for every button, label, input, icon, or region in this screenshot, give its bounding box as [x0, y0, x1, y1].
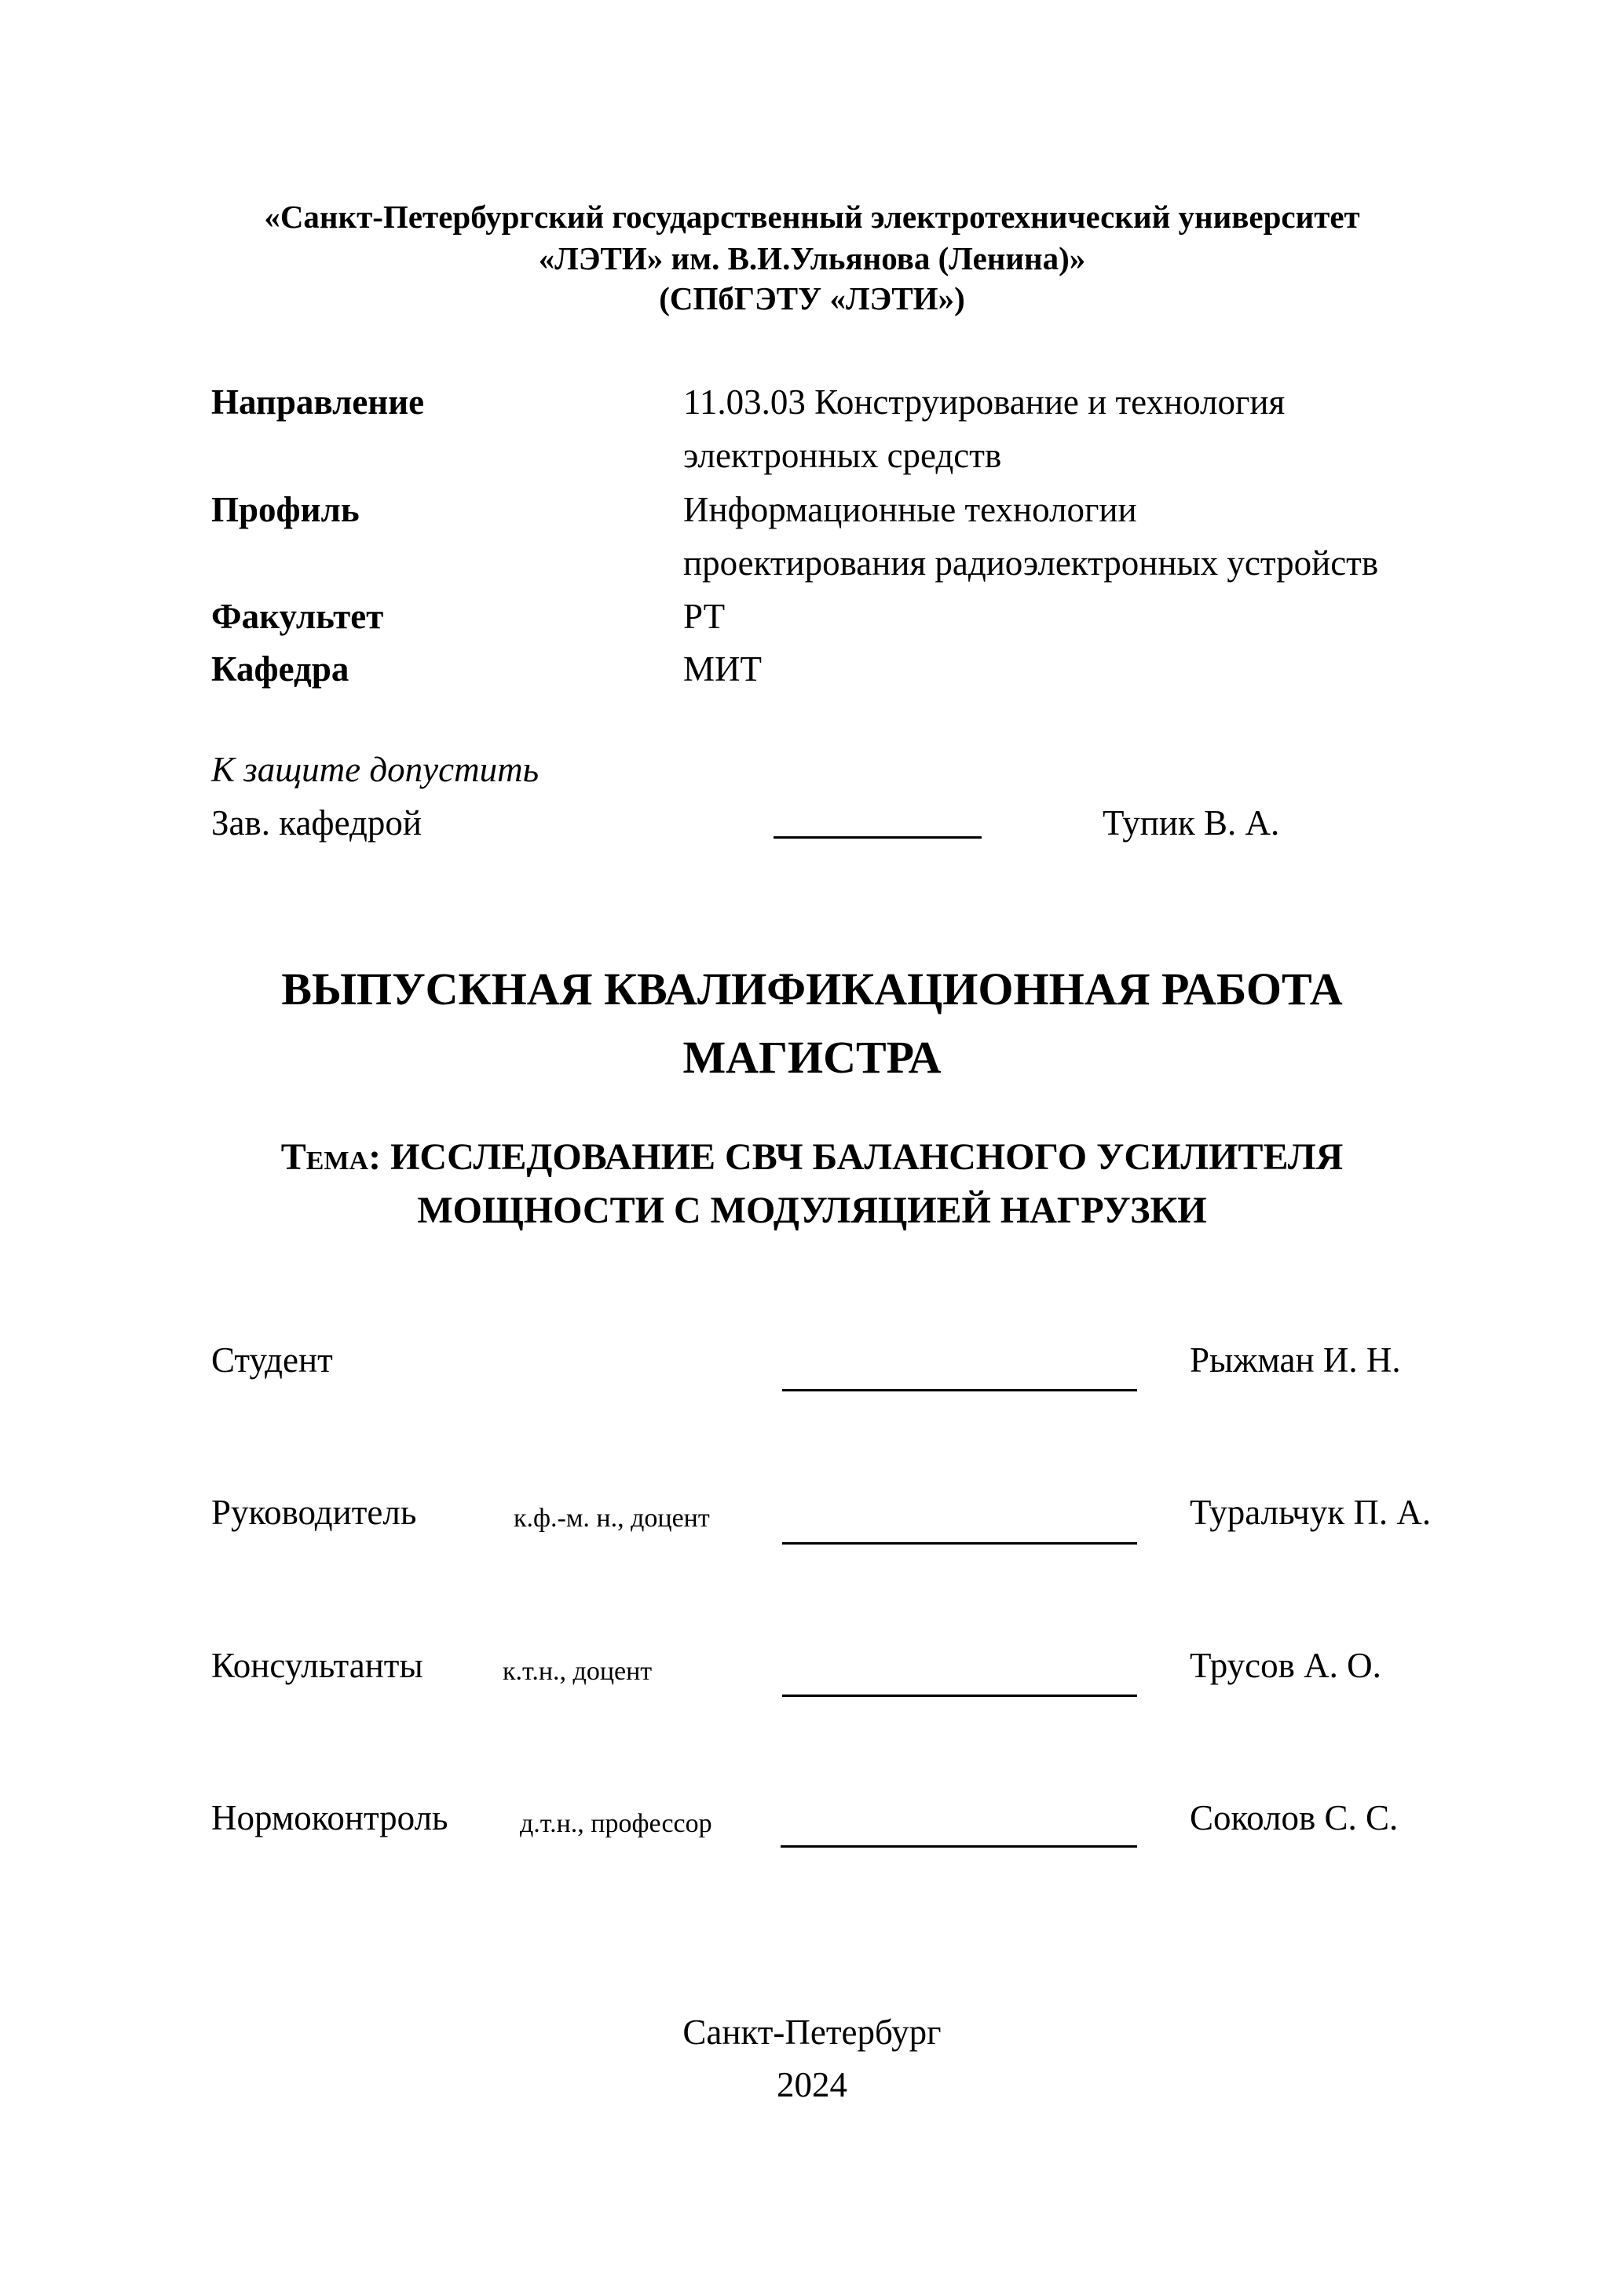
theme-prefix: Тема [280, 1136, 369, 1178]
norm-control-degree: д.т.н., профессор [520, 1809, 712, 1838]
consultant-degree: к.т.н., доцент [503, 1657, 653, 1686]
university-abbr: (СПбГЭТУ «ЛЭТИ») [659, 280, 965, 316]
faculty-label: Факультет [211, 597, 384, 636]
student-role: Студент [211, 1340, 333, 1380]
supervisor-signature-line [782, 1542, 1137, 1545]
consultant-signature-line [782, 1695, 1137, 1697]
profile-label: Профиль [211, 490, 360, 529]
norm-control-name: Соколов С. С. [1190, 1798, 1399, 1837]
theme-text-line2: МОЩНОСТИ С МОДУЛЯЦИЕЙ НАГРУЗКИ [417, 1190, 1207, 1231]
year: 2024 [777, 2065, 847, 2104]
direction-value-line2: электронных средств [683, 436, 1002, 475]
student-name: Рыжман И. Н. [1190, 1340, 1401, 1380]
profile-value-line1: Информационные технологии [683, 490, 1137, 529]
supervisor-name: Туральчук П. А. [1190, 1493, 1432, 1532]
university-name-line1: «Санкт-Петербургский государственный электротехнический университет [264, 199, 1360, 235]
faculty-value: РТ [683, 597, 726, 636]
head-signature-line [774, 836, 982, 839]
department-value: МИТ [683, 649, 762, 689]
city: Санкт-Петербург [682, 2013, 942, 2052]
university-name-line2: «ЛЭТИ» им. В.И.Ульянова (Ленина)» [538, 240, 1086, 276]
theme-line1 [0, 1136, 1624, 1178]
head-of-department-label: Зав. кафедрой [211, 803, 422, 843]
norm-control-signature-line [781, 1845, 1137, 1848]
consultant-name: Трусов А. О. [1190, 1646, 1381, 1685]
admit-to-defense: К защите допустить [211, 750, 540, 789]
profile-value-line2: проектирования радиоэлектронных устройств [683, 543, 1379, 583]
supervisor-degree: к.ф.-м. н., доцент [514, 1504, 710, 1533]
student-signature-line [782, 1389, 1137, 1391]
consultants-role: Консультанты [211, 1646, 423, 1685]
thesis-title-line1: ВЫПУСКНАЯ КВАЛИФИКАЦИОННАЯ РАБОТА [281, 963, 1343, 1015]
thesis-title-line2: МАГИСТРА [682, 1032, 942, 1083]
direction-label: Направление [211, 382, 425, 422]
norm-control-role: Нормоконтроль [211, 1798, 448, 1837]
head-of-department-name: Тупик В. А. [1103, 803, 1280, 843]
department-label: Кафедра [211, 649, 349, 689]
theme-text-line1: : ИССЛЕДОВАНИЕ СВЧ БАЛАНСНОГО УСИЛИТЕЛЯ [368, 1136, 1344, 1178]
direction-value-line1: 11.03.03 Конструирование и технология [683, 382, 1286, 422]
supervisor-role: Руководитель [211, 1493, 417, 1532]
